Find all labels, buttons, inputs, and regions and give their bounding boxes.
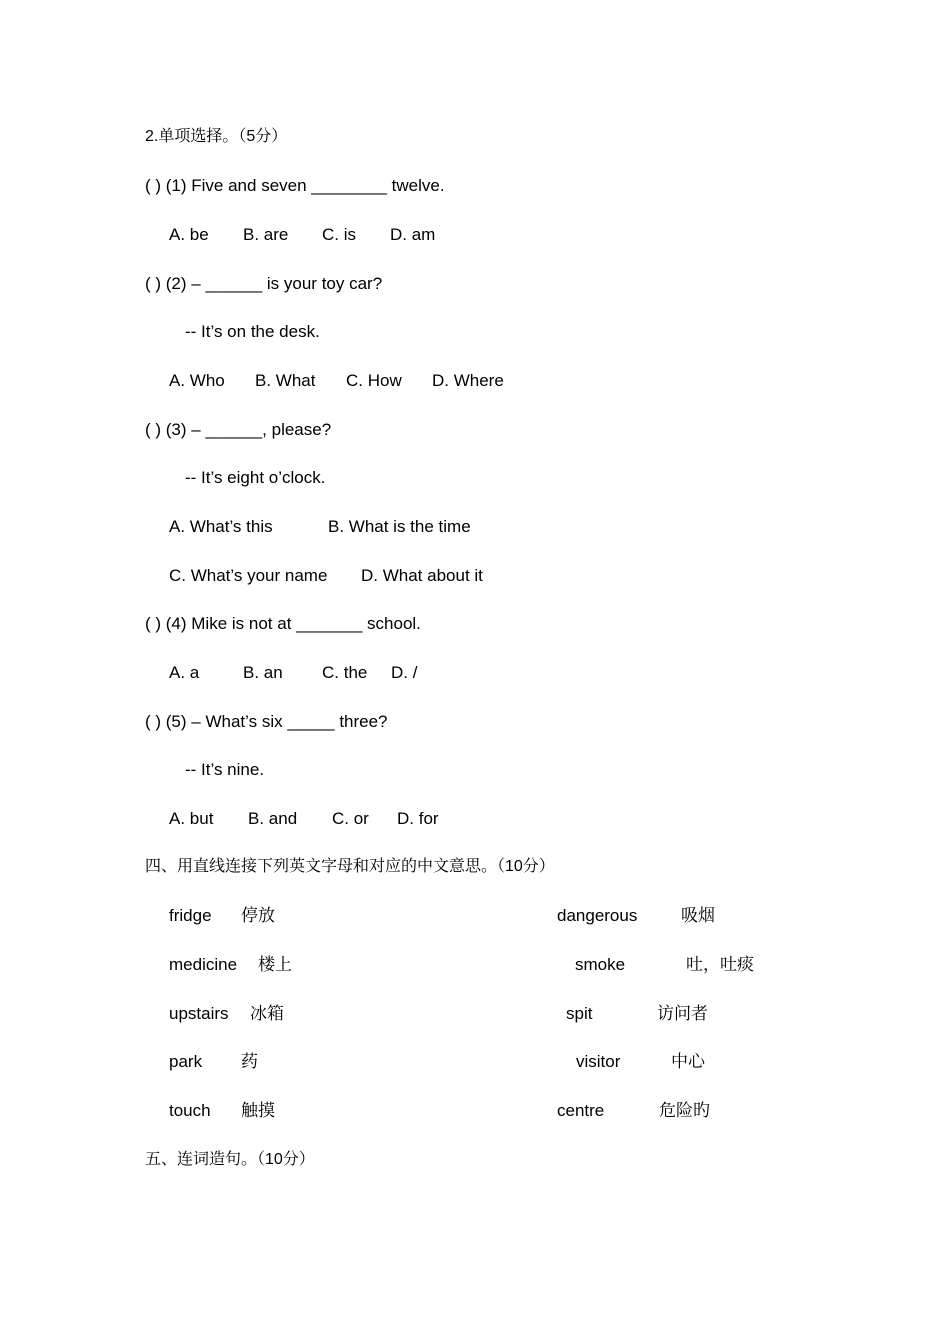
question-5-stem: ( ) (5) – What’s six _____ three? <box>145 712 388 731</box>
match-right-zh-1: 吸烟 <box>681 906 715 925</box>
q2-option-c: C. How <box>346 371 402 390</box>
q5-option-d: D. for <box>397 809 439 828</box>
match-right-en-2: smoke <box>575 955 626 974</box>
q4-option-b: B. an <box>243 663 283 682</box>
match-right-zh-2: 吐，吐痰 <box>686 955 754 974</box>
q2-option-b: B. What <box>255 371 316 390</box>
q3-option-b: B. What is the time <box>328 517 471 536</box>
match-right-zh-3: 访问者 <box>657 1004 708 1023</box>
match-left-en-3: upstairs <box>169 1004 229 1023</box>
question-2-stem: ( ) (2) – ______ is your toy car? <box>145 274 383 293</box>
q5-option-b: B. and <box>248 809 298 828</box>
question-3-stem: ( ) (3) – ______, please? <box>145 420 332 439</box>
question-5-answer-line: -- It’s nine. <box>185 760 265 779</box>
match-right-zh-4: 中心 <box>671 1052 705 1071</box>
q4-option-d: D. / <box>391 663 418 682</box>
section-4-heading: 四、用直线连接下列英文字母和对应的中文意思。（10分） <box>145 858 555 875</box>
q3-option-c: C. What’s your name <box>169 566 328 585</box>
match-left-en-1: fridge <box>169 906 212 925</box>
question-4-stem: ( ) (4) Mike is not at _______ school. <box>145 614 421 633</box>
match-left-en-5: touch <box>169 1101 211 1120</box>
match-right-en-4: visitor <box>576 1052 621 1071</box>
match-left-zh-5: 触摸 <box>241 1101 275 1120</box>
q4-option-a: A. a <box>169 663 200 682</box>
q1-option-d: D. am <box>390 225 436 244</box>
section-5-heading: 五、连词造句。（10分） <box>145 1151 315 1168</box>
match-left-zh-3: 冰箱 <box>250 1004 284 1023</box>
q1-option-b: B. are <box>243 225 289 244</box>
q1-option-a: A. be <box>169 225 209 244</box>
match-left-en-4: park <box>169 1052 203 1071</box>
question-2-answer-line: -- It’s on the desk. <box>185 322 320 341</box>
q5-option-c: C. or <box>332 809 369 828</box>
match-left-en-2: medicine <box>169 955 238 974</box>
match-right-en-5: centre <box>557 1101 605 1120</box>
match-right-en-3: spit <box>566 1004 593 1023</box>
q5-option-a: A. but <box>169 809 214 828</box>
q2-option-a: A. Who <box>169 371 225 390</box>
q2-option-d: D. Where <box>432 371 504 390</box>
q4-option-c: C. the <box>322 663 368 682</box>
match-right-en-1: dangerous <box>557 906 638 925</box>
q3-option-d: D. What about it <box>361 566 483 585</box>
match-left-zh-1: 停放 <box>241 906 275 925</box>
question-1-stem: ( ) (1) Five and seven ________ twelve. <box>145 176 445 195</box>
match-right-zh-5: 危险旳 <box>659 1101 710 1120</box>
match-left-zh-4: 药 <box>241 1052 258 1071</box>
question-3-answer-line: -- It’s eight o’clock. <box>185 468 326 487</box>
section-2-heading: 2.单项选择。（5分） <box>145 128 288 145</box>
q1-option-c: C. is <box>322 225 356 244</box>
match-left-zh-2: 楼上 <box>258 955 292 974</box>
q3-option-a: A. What’s this <box>169 517 273 536</box>
